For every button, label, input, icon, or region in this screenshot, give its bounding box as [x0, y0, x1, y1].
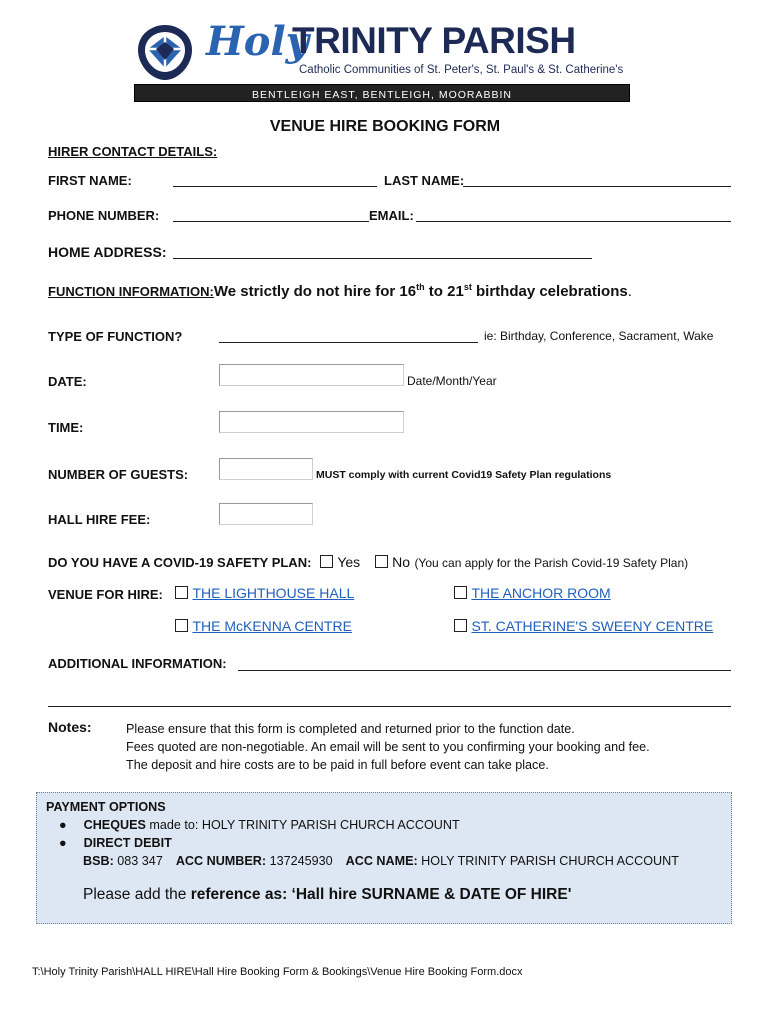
brand-title: TRINITY PARISH	[292, 20, 576, 61]
payment-options-box	[36, 792, 732, 924]
home-address-field[interactable]	[173, 258, 592, 259]
bank-details: BSB: 083 347 ACC NUMBER: 137245930 ACC NAME: HOLY TRINITY PARISH CHURCH ACCOUNT	[83, 854, 679, 868]
lighthouse-checkbox[interactable]	[175, 586, 188, 599]
shield-icon	[134, 22, 196, 84]
time-input[interactable]	[219, 411, 404, 433]
payment-direct-debit: ● DIRECT DEBIT	[59, 836, 172, 850]
payment-cheques: ● CHEQUES made to: HOLY TRINITY PARISH CHURCH ACCOUNT	[59, 818, 460, 832]
phone-field[interactable]	[173, 221, 369, 222]
additional-info-field-2[interactable]	[48, 706, 731, 707]
covid-plan-row	[48, 554, 688, 572]
payment-reference: Please add the reference as: ‘Hall hire SURNAME & DATE OF HIRE'	[83, 886, 572, 903]
venue-option-mckenna[interactable]	[175, 618, 352, 636]
covid-plan-hint: (You can apply for the Parish Covid-19 Safety Plan)	[414, 556, 689, 570]
function-heading: FUNCTION INFORMATION:	[48, 284, 214, 299]
banner-text: BENTLEIGH EAST, BENTLEIGH, MOORABBIN	[251, 89, 513, 101]
email-field[interactable]	[416, 221, 731, 222]
last-name-field[interactable]	[463, 186, 731, 187]
lighthouse-link[interactable]: THE LIGHTHOUSE HALL	[192, 585, 355, 601]
last-name-label: LAST NAME:	[384, 173, 465, 188]
first-name-field[interactable]	[173, 186, 377, 187]
hall-fee-input[interactable]	[219, 503, 313, 525]
covid-plan-label: DO YOU HAVE A COVID-19 SAFETY PLAN:	[48, 555, 312, 570]
brand-holy: Holy	[206, 18, 309, 65]
email-label: EMAIL:	[369, 208, 414, 223]
contact-heading: HIRER CONTACT DETAILS:	[48, 144, 218, 159]
mckenna-link[interactable]: THE McKENNA CENTRE	[192, 618, 352, 634]
type-of-function-label: TYPE OF FUNCTION?	[48, 329, 183, 344]
time-label: TIME:	[48, 420, 84, 435]
notes-label: Notes:	[48, 719, 92, 735]
additional-info-label: ADDITIONAL INFORMATION:	[48, 656, 227, 671]
note-line: Fees quoted are non-negotiable. An email will be sent to you confirming your booking and fee.	[126, 740, 650, 754]
venue-label: VENUE FOR HIRE:	[48, 587, 163, 602]
covid-no-label: No	[392, 554, 410, 570]
hall-fee-label: HALL HIRE FEE:	[48, 512, 151, 527]
guests-hint: MUST comply with current Covid19 Safety Plan regulations	[316, 469, 612, 481]
type-of-function-field[interactable]	[219, 342, 478, 343]
covid-yes-checkbox[interactable]	[320, 555, 333, 568]
sweeny-link[interactable]: ST. CATHERINE'S SWEENY CENTRE	[471, 618, 714, 634]
covid-no-checkbox[interactable]	[375, 555, 388, 568]
venue-option-lighthouse[interactable]	[175, 585, 354, 603]
anchor-link[interactable]: THE ANCHOR ROOM	[471, 585, 611, 601]
phone-label: PHONE NUMBER:	[48, 208, 160, 223]
type-of-function-hint: ie: Birthday, Conference, Sacrament, Wake	[484, 329, 714, 343]
mckenna-checkbox[interactable]	[175, 619, 188, 632]
guests-input[interactable]	[219, 458, 313, 480]
covid-yes-label: Yes	[337, 554, 361, 570]
note-line: The deposit and hire costs are to be paid in full before event can take place.	[126, 758, 549, 772]
home-address-label: HOME ADDRESS:	[48, 244, 167, 260]
bullet: ●	[59, 836, 67, 850]
file-path-footer: T:\Holy Trinity Parish\HALL HIRE\Hall Hire Booking Form & Bookings\Venue Hire Booking Form.docx	[32, 966, 523, 978]
date-label: DATE:	[48, 374, 87, 389]
form-title: VENUE HIRE BOOKING FORM	[269, 118, 501, 135]
first-name-label: FIRST NAME:	[48, 173, 132, 188]
function-info-line: FUNCTION INFORMATION:We strictly do not hire for 16th to 21st birthday celebrations.	[48, 282, 632, 300]
parish-logo	[134, 18, 634, 102]
venue-option-sweeny[interactable]	[454, 618, 713, 636]
additional-info-field[interactable]	[238, 670, 731, 671]
sweeny-checkbox[interactable]	[454, 619, 467, 632]
function-notice: We strictly do not hire for 16th to 21st birthday celebrations	[213, 282, 628, 300]
anchor-checkbox[interactable]	[454, 586, 467, 599]
date-input[interactable]	[219, 364, 404, 386]
location-banner	[134, 84, 630, 102]
notes-text	[126, 720, 650, 774]
payment-heading: PAYMENT OPTIONS	[46, 800, 166, 814]
brand-tagline: Catholic Communities of St. Peter's, St. Paul's & St. Catherine's	[299, 64, 624, 76]
bullet: ●	[59, 818, 67, 832]
guests-label: NUMBER OF GUESTS:	[48, 467, 189, 482]
venue-option-anchor[interactable]	[454, 585, 611, 603]
date-hint: Date/Month/Year	[407, 374, 497, 388]
note-line: Please ensure that this form is completed and returned prior to the function date.	[126, 722, 575, 736]
